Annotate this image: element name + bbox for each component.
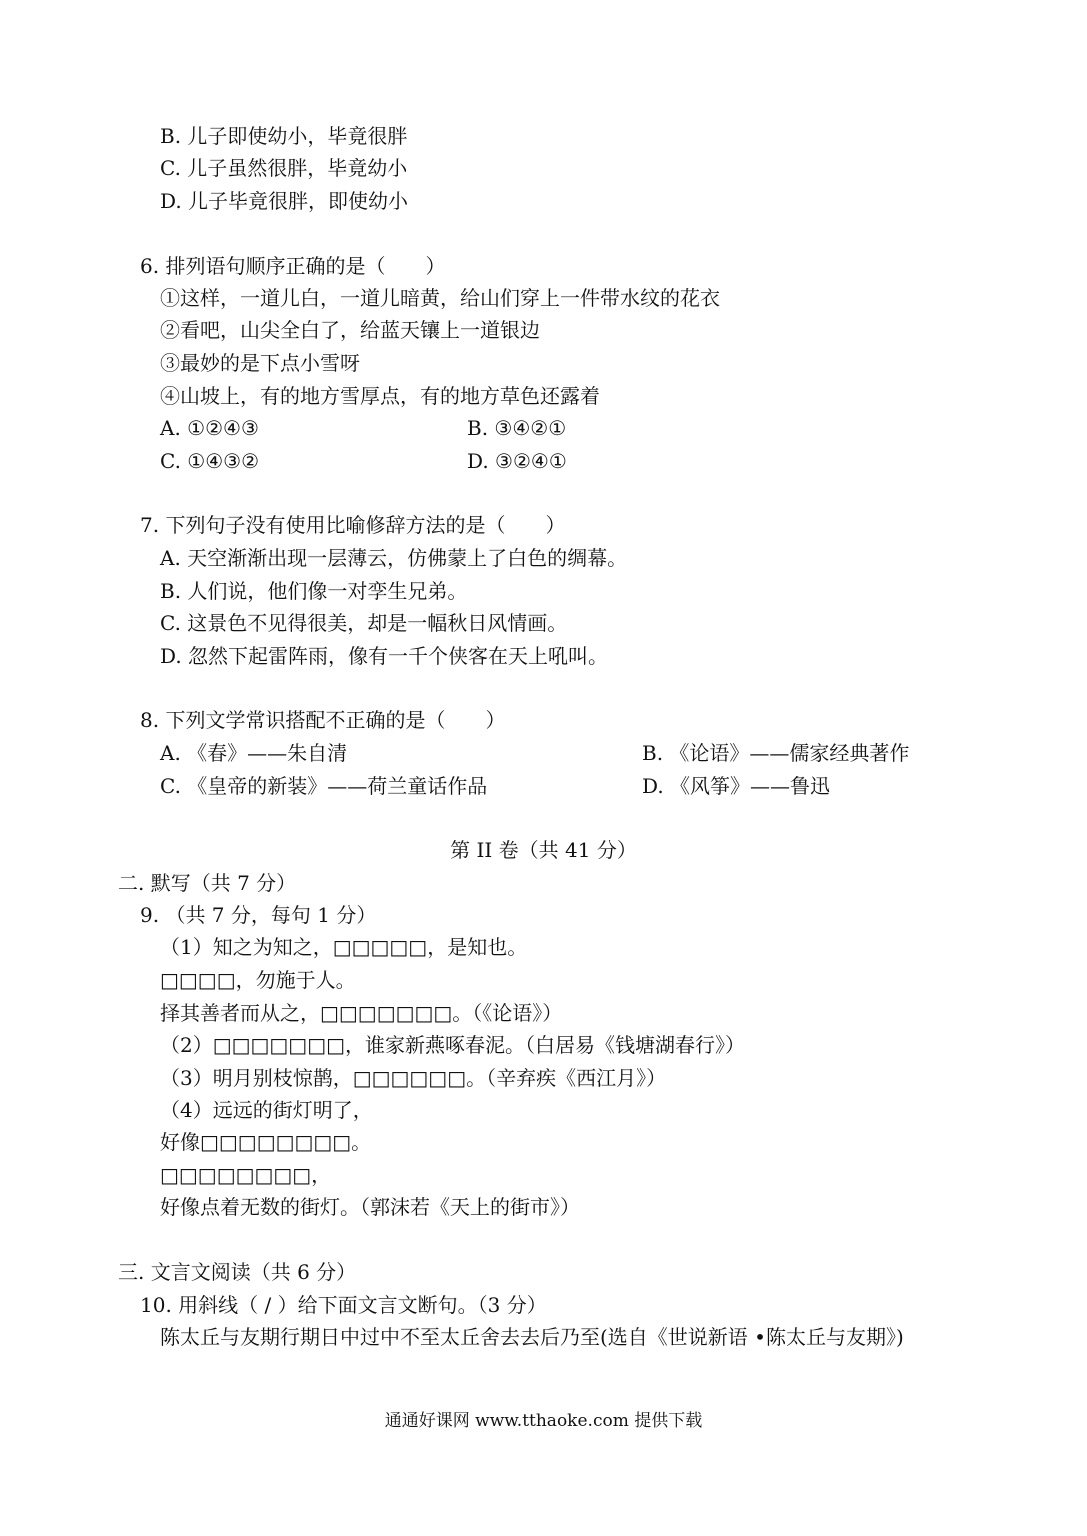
q6-sentence-2: ②看吧，山尖全白了，给蓝天镶上一道银边	[160, 318, 540, 342]
q10-text: 陈太丘与友期行期日中过中不至太丘舍去去后乃至(选自《世说新语 •陈太丘与友期》)	[160, 1325, 904, 1349]
q8-option-c: C. 《皇帝的新装》——荷兰童话作品	[160, 774, 488, 798]
q9-line-1: （1）知之为知之，□□□□□，是知也。	[160, 935, 528, 959]
q9-line-5: （3）明月别枝惊鹊，□□□□□□。（辛弃疾《西江月》）	[160, 1066, 667, 1090]
q6-option-a: A. ①②④③	[160, 416, 259, 440]
q10-stem: 10. 用斜线（ / ）给下面文言文断句。（3 分）	[140, 1293, 547, 1317]
q6-sentence-4: ④山坡上，有的地方雪厚点，有的地方草色还露着	[160, 384, 600, 408]
q6-sentence-3: ③最妙的是下点小雪呀	[160, 351, 360, 375]
q7-option-b: B. 人们说，他们像一对孪生兄弟。	[160, 579, 468, 603]
q7-stem: 7. 下列句子没有使用比喻修辞方法的是（ ）	[140, 513, 566, 537]
part2-title: 第 II 卷（共 41 分）	[450, 838, 637, 862]
q6-option-b: B. ③④②①	[467, 416, 567, 440]
q7-option-c: C. 这景色不见得很美，却是一幅秋日风情画。	[160, 611, 568, 635]
q5-option-c: C. 儿子虽然很胖，毕竟幼小	[160, 156, 408, 180]
q6-option-d: D. ③②④①	[467, 449, 567, 473]
q8-option-b: B. 《论语》——儒家经典著作	[642, 741, 910, 765]
q9-line-4: （2）□□□□□□□，谁家新燕啄春泥。（白居易《钱塘湖春行》）	[160, 1033, 745, 1057]
q9-line-6: （4）远远的街灯明了，	[160, 1098, 373, 1122]
q8-stem: 8. 下列文学常识搭配不正确的是（ ）	[140, 708, 506, 732]
q9-line-3: 择其善者而从之，□□□□□□□。（《论语》）	[160, 1001, 563, 1025]
q7-option-a: A. 天空渐渐出现一层薄云，仿佛蒙上了白色的绸幕。	[160, 546, 628, 570]
q9-line-8: □□□□□□□□，	[160, 1163, 332, 1187]
q5-option-b: B. 儿子即使幼小，毕竟很胖	[160, 124, 408, 148]
page-footer: 通通好课网 www.tthaoke.com 提供下载	[384, 1411, 703, 1431]
section2-heading: 二. 默写（共 7 分）	[118, 871, 297, 895]
q9-stem: 9. （共 7 分，每句 1 分）	[140, 903, 377, 927]
q6-option-c: C. ①④③②	[160, 449, 260, 473]
q5-option-d: D. 儿子毕竟很胖，即使幼小	[160, 189, 409, 213]
section3-heading: 三. 文言文阅读（共 6 分）	[118, 1260, 357, 1284]
q8-option-d: D. 《风筝》——鲁迅	[642, 774, 831, 798]
q6-sentence-1: ①这样，一道儿白，一道儿暗黄，给山们穿上一件带水纹的花衣	[160, 286, 720, 310]
q7-option-d: D. 忽然下起雷阵雨，像有一千个侠客在天上吼叫。	[160, 644, 609, 668]
q9-line-7: 好像□□□□□□□□。	[160, 1130, 372, 1154]
q9-line-9: 好像点着无数的街灯。（郭沫若《天上的街市》）	[160, 1195, 580, 1219]
q8-option-a: A. 《春》——朱自清	[160, 741, 348, 765]
q6-stem: 6. 排列语句顺序正确的是（ ）	[140, 254, 446, 278]
q9-line-2: □□□□，勿施于人。	[160, 968, 356, 992]
